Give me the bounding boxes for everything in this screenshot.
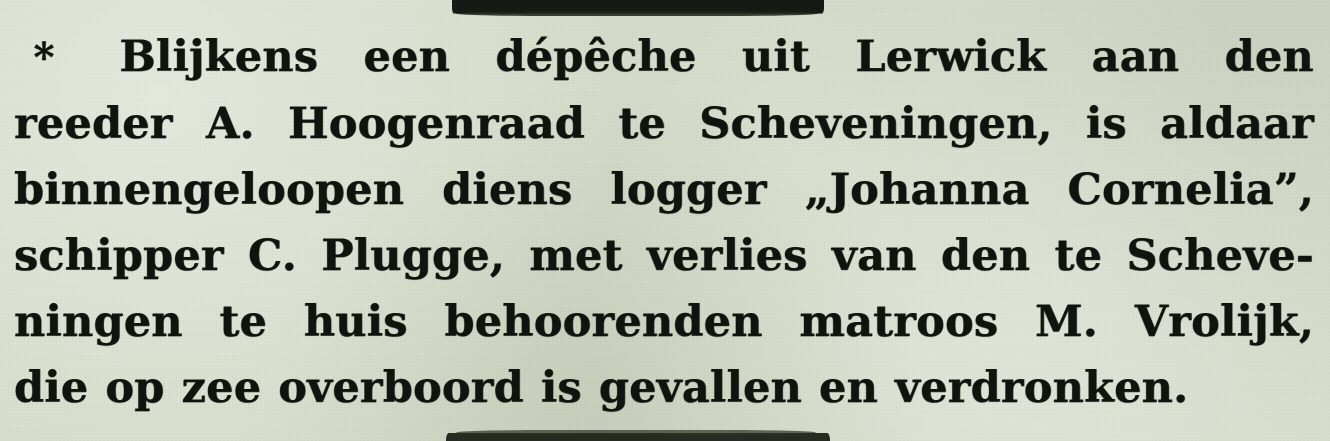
- word: Scheveningen,: [699, 99, 1053, 149]
- word: een: [363, 32, 451, 82]
- word: verdronken.: [895, 363, 1189, 413]
- word: den: [940, 231, 1031, 281]
- bottom-divider-rule: [446, 433, 830, 441]
- word: uit: [741, 32, 810, 82]
- word: met: [529, 231, 623, 281]
- word: dépêche: [495, 32, 697, 82]
- word: Lerwick: [855, 32, 1047, 82]
- word: overboord: [278, 363, 524, 413]
- word: verlies: [646, 231, 808, 281]
- word: schipper: [14, 231, 224, 281]
- word: Vrolijk,: [1134, 297, 1314, 347]
- word: A.: [205, 99, 255, 149]
- word: Scheve-: [1126, 231, 1314, 281]
- word: behoorenden: [444, 297, 763, 347]
- asterisk-marker: *: [33, 34, 55, 81]
- word: matroos: [799, 297, 999, 347]
- word: reeder: [14, 99, 173, 149]
- text-line-4: [14, 223, 1314, 289]
- word: die: [14, 363, 89, 413]
- word: op: [105, 363, 165, 413]
- word: logger: [610, 165, 767, 215]
- top-divider-rule: [452, 0, 824, 13]
- word: Hoogenraad: [287, 99, 586, 149]
- word: is: [1085, 99, 1127, 149]
- word: Blijkens: [119, 32, 319, 82]
- article-body: [0, 24, 1330, 421]
- word: aan: [1091, 32, 1180, 82]
- word: binnengeloopen: [14, 165, 405, 215]
- word: te: [219, 297, 268, 347]
- word: Cornelia”,: [1067, 165, 1314, 215]
- word: „Johanna: [804, 165, 1030, 215]
- word: te: [618, 99, 666, 149]
- text-line-5: [14, 289, 1314, 355]
- text-line-6: [14, 355, 1314, 421]
- word: diens: [442, 165, 573, 215]
- word: te: [1054, 231, 1103, 281]
- word: C.: [248, 231, 297, 281]
- text-line-1: [14, 24, 1314, 91]
- word: M.: [1035, 297, 1098, 347]
- text-line-2: [14, 91, 1314, 157]
- word: Plugge,: [321, 231, 505, 281]
- word: gevallen: [598, 363, 803, 413]
- word: van: [831, 231, 917, 281]
- word: ningen: [14, 297, 183, 347]
- word: zee: [181, 363, 262, 413]
- word: aldaar: [1160, 99, 1314, 149]
- word: is: [540, 363, 582, 413]
- text-line-3: [14, 157, 1314, 223]
- word: huis: [303, 297, 408, 347]
- word: den: [1224, 32, 1314, 82]
- word: en: [819, 363, 879, 413]
